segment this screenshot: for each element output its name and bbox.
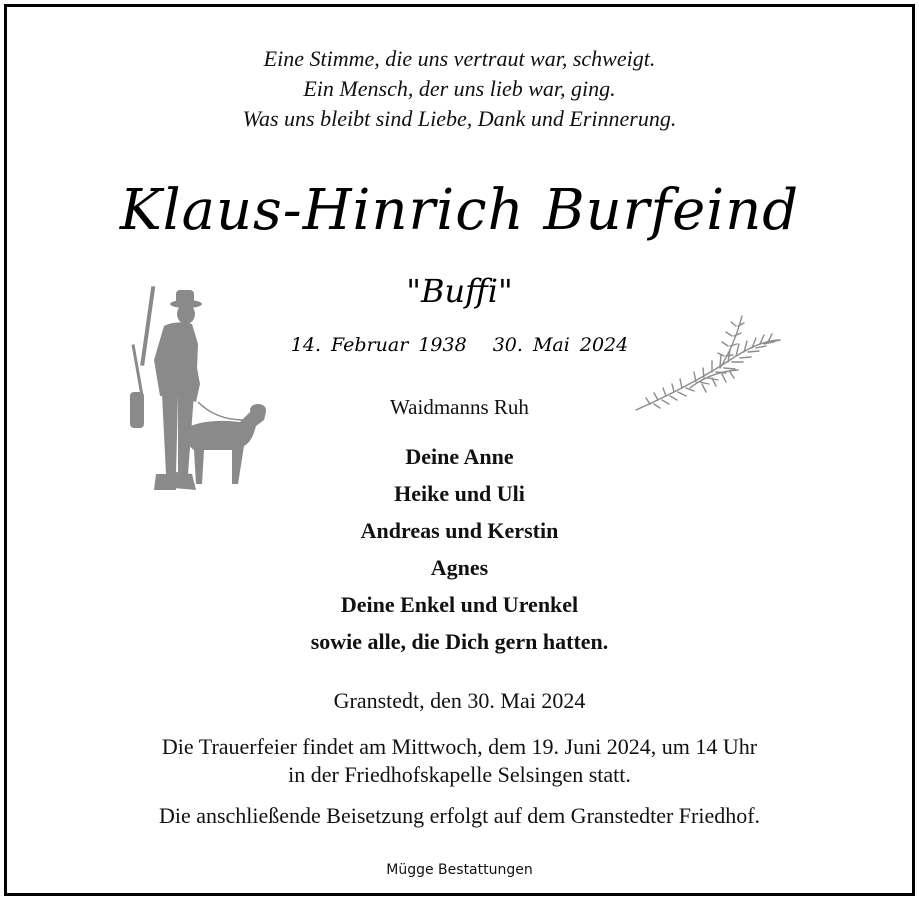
- mourner-5: Deine Enkel und Urenkel: [340, 592, 579, 617]
- burial-info: Die anschließende Beisetzung erfolgt auf dem Granstedter Friedhof.: [158, 803, 761, 828]
- deceased-nickname: "Buffi": [406, 272, 513, 310]
- place-date: Granstedt, den 30. Mai 2024: [333, 688, 586, 713]
- mourner-4: Agnes: [430, 555, 489, 580]
- motto-line-1: Eine Stimme, die uns vertraut war, schweigt.: [263, 46, 656, 71]
- deceased-name: Klaus-Hinrich Burfeind: [119, 178, 800, 243]
- death-date: 30. Mai 2024: [492, 334, 629, 356]
- motto-line-3: Was uns bleibt sind Liebe, Dank und Erinnerung.: [242, 106, 677, 131]
- farewell-phrase: Waidmanns Ruh: [390, 395, 529, 419]
- birth-date: 14. Februar 1938: [290, 334, 467, 356]
- ceremony-line-1: Die Trauerfeier findet am Mittwoch, dem 19. Juni 2024, um 14 Uhr: [161, 734, 758, 759]
- ceremony-line-2: in der Friedhofskapelle Selsingen statt.: [288, 762, 631, 787]
- ceremony-info: [0, 733, 919, 789]
- mourners-list: [0, 438, 919, 660]
- mourner-2: Heike und Uli: [394, 481, 525, 506]
- motto-line-2: Ein Mensch, der uns lieb war, ging.: [303, 76, 616, 101]
- mourner-3: Andreas und Kerstin: [360, 518, 559, 543]
- mourner-6: sowie alle, die Dich gern hatten.: [310, 629, 609, 654]
- undertaker-name: Mügge Bestattungen: [386, 862, 533, 878]
- motto-verse: [0, 44, 919, 134]
- mourner-1: Deine Anne: [405, 444, 514, 469]
